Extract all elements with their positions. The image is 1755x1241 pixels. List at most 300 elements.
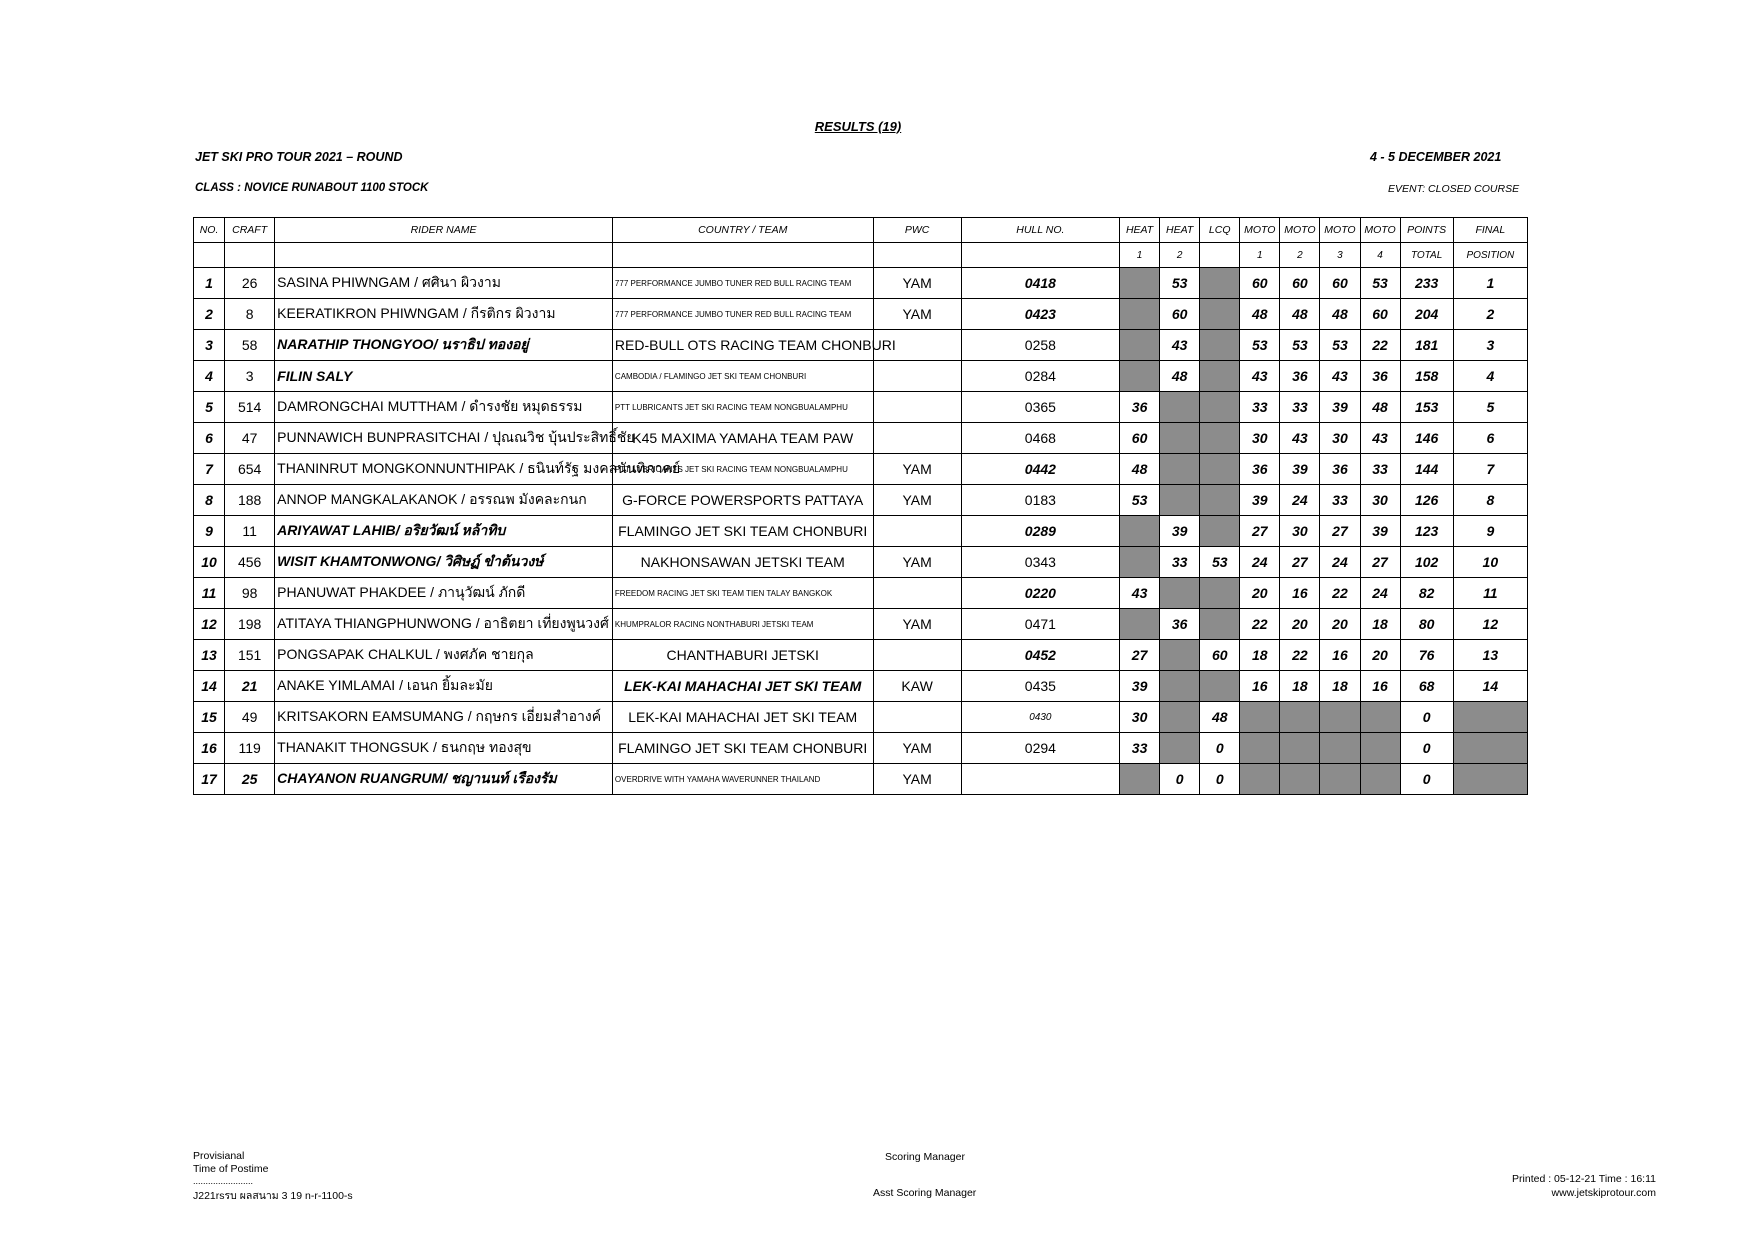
cell-pos xyxy=(1453,764,1527,795)
cell-heat2 xyxy=(1160,454,1200,485)
table-row xyxy=(194,299,1528,330)
cell-heat1: 53 xyxy=(1120,485,1160,516)
cell-no: 15 xyxy=(194,702,225,733)
cell-pos: 6 xyxy=(1453,423,1527,454)
cell-heat1 xyxy=(1120,268,1160,299)
cell-craft: 98 xyxy=(225,578,275,609)
cell-total: 82 xyxy=(1400,578,1453,609)
cell-no: 16 xyxy=(194,733,225,764)
cell-m4 xyxy=(1360,764,1400,795)
cell-lcq xyxy=(1200,485,1240,516)
cell-lcq xyxy=(1200,454,1240,485)
column-header-no: NO. xyxy=(194,218,225,243)
cell-heat1 xyxy=(1120,330,1160,361)
cell-m2: 60 xyxy=(1280,268,1320,299)
cell-m3: 53 xyxy=(1320,330,1360,361)
column-subheader-m1: 1 xyxy=(1240,243,1280,268)
cell-lcq: 53 xyxy=(1200,547,1240,578)
cell-heat1: 39 xyxy=(1120,671,1160,702)
cell-craft: 11 xyxy=(225,516,275,547)
column-header-team: COUNTRY / TEAM xyxy=(612,218,873,243)
cell-heat2 xyxy=(1160,423,1200,454)
cell-m2 xyxy=(1280,764,1320,795)
cell-heat2: 43 xyxy=(1160,330,1200,361)
cell-hull: 0471 xyxy=(961,609,1119,640)
cell-team: PTT LUBRICANTS JET SKI RACING TEAM NONGBUALAMPHU xyxy=(612,454,873,485)
cell-craft: 654 xyxy=(225,454,275,485)
column-header-m2: MOTO xyxy=(1280,218,1320,243)
cell-no: 11 xyxy=(194,578,225,609)
cell-heat1 xyxy=(1120,361,1160,392)
column-subheader-no xyxy=(194,243,225,268)
cell-m2: 43 xyxy=(1280,423,1320,454)
cell-total: 204 xyxy=(1400,299,1453,330)
asst-scoring-manager-label: Asst Scoring Manager xyxy=(873,1187,977,1199)
cell-pos: 5 xyxy=(1453,392,1527,423)
file-reference: J221rsรบ ผลสนาม 3 19 n-r-1100-s xyxy=(193,1190,353,1202)
cell-rider: PONGSAPAK CHALKUL / พงศภัค ชายกุล xyxy=(275,640,613,671)
cell-team: CAMBODIA / FLAMINGO JET SKI TEAM CHONBURI xyxy=(612,361,873,392)
time-of-postime-label: Time of Postime xyxy=(193,1163,269,1175)
table-row xyxy=(194,516,1528,547)
cell-hull: 0289 xyxy=(961,516,1119,547)
cell-pos: 8 xyxy=(1453,485,1527,516)
column-subheader-heat2: 2 xyxy=(1160,243,1200,268)
cell-lcq xyxy=(1200,361,1240,392)
cell-lcq: 48 xyxy=(1200,702,1240,733)
cell-pwc xyxy=(873,423,961,454)
cell-m2: 39 xyxy=(1280,454,1320,485)
cell-m1: 18 xyxy=(1240,640,1280,671)
cell-craft: 514 xyxy=(225,392,275,423)
cell-m4: 43 xyxy=(1360,423,1400,454)
table-body xyxy=(194,268,1528,795)
cell-total: 0 xyxy=(1400,733,1453,764)
cell-team: LEK-KAI MAHACHAI JET SKI TEAM xyxy=(612,702,873,733)
cell-craft: 26 xyxy=(225,268,275,299)
cell-total: 123 xyxy=(1400,516,1453,547)
cell-m4: 22 xyxy=(1360,330,1400,361)
cell-rider: KEERATIKRON PHIWNGAM / กีรติกร ผิวงาม xyxy=(275,299,613,330)
cell-rider: ANAKE YIMLAMAI / เอนก ยิ้มละมัย xyxy=(275,671,613,702)
cell-pwc: YAM xyxy=(873,299,961,330)
cell-m1 xyxy=(1240,764,1280,795)
table-header xyxy=(194,218,1528,268)
cell-m2: 16 xyxy=(1280,578,1320,609)
cell-m4: 18 xyxy=(1360,609,1400,640)
cell-team: FLAMINGO JET SKI TEAM CHONBURI xyxy=(612,733,873,764)
column-header-total: POINTS xyxy=(1400,218,1453,243)
cell-rider: CHAYANON RUANGRUM/ ชญานนท์ เรืองรัม xyxy=(275,764,613,795)
cell-m1 xyxy=(1240,702,1280,733)
cell-rider: DAMRONGCHAI MUTTHAM / ดำรงชัย หมุดธรรม xyxy=(275,392,613,423)
cell-hull: 0343 xyxy=(961,547,1119,578)
cell-m3: 20 xyxy=(1320,609,1360,640)
cell-rider: PUNNAWICH BUNPRASITCHAI / ปุณณวิช บุ้นประสิทธิ์ชัย xyxy=(275,423,613,454)
cell-m3: 30 xyxy=(1320,423,1360,454)
cell-m4: 30 xyxy=(1360,485,1400,516)
cell-m4: 60 xyxy=(1360,299,1400,330)
cell-no: 13 xyxy=(194,640,225,671)
cell-hull: 0423 xyxy=(961,299,1119,330)
cell-team: RED-BULL OTS RACING TEAM CHONBURI xyxy=(612,330,873,361)
cell-no: 4 xyxy=(194,361,225,392)
column-header-m3: MOTO xyxy=(1320,218,1360,243)
cell-heat2 xyxy=(1160,733,1200,764)
cell-m4 xyxy=(1360,702,1400,733)
cell-rider: NARATHIP THONGYOO/ นราธิป ทองอยู่ xyxy=(275,330,613,361)
cell-no: 12 xyxy=(194,609,225,640)
cell-m2: 53 xyxy=(1280,330,1320,361)
cell-pos: 12 xyxy=(1453,609,1527,640)
cell-craft: 25 xyxy=(225,764,275,795)
cell-pwc: YAM xyxy=(873,454,961,485)
table-row xyxy=(194,454,1528,485)
cell-m3: 48 xyxy=(1320,299,1360,330)
cell-team: CHANTHABURI JETSKI xyxy=(612,640,873,671)
cell-m3: 16 xyxy=(1320,640,1360,671)
cell-team: NAKHONSAWAN JETSKI TEAM xyxy=(612,547,873,578)
cell-total: 0 xyxy=(1400,764,1453,795)
class-label: CLASS : NOVICE RUNABOUT 1100 STOCK xyxy=(195,182,429,194)
cell-heat1 xyxy=(1120,516,1160,547)
cell-hull: 0468 xyxy=(961,423,1119,454)
cell-lcq xyxy=(1200,578,1240,609)
cell-m3: 36 xyxy=(1320,454,1360,485)
column-subheader-m2: 2 xyxy=(1280,243,1320,268)
cell-rider: PHANUWAT PHAKDEE / ภานุวัฒน์ ภักดี xyxy=(275,578,613,609)
cell-heat1: 30 xyxy=(1120,702,1160,733)
cell-total: 181 xyxy=(1400,330,1453,361)
cell-team: PTT LUBRICANTS JET SKI RACING TEAM NONGBUALAMPHU xyxy=(612,392,873,423)
printed-timestamp: Printed : 05-12-21 Time : 16:11 xyxy=(1512,1173,1656,1185)
cell-team: KHUMPRALOR RACING NONTHABURI JETSKI TEAM xyxy=(612,609,873,640)
event-date: 4 - 5 DECEMBER 2021 xyxy=(1370,150,1502,164)
cell-hull: 0430 xyxy=(961,702,1119,733)
cell-m4 xyxy=(1360,733,1400,764)
cell-m4: 53 xyxy=(1360,268,1400,299)
cell-team: LEK-KAI MAHACHAI JET SKI TEAM xyxy=(612,671,873,702)
cell-m2: 27 xyxy=(1280,547,1320,578)
table-row xyxy=(194,423,1528,454)
cell-m1: 39 xyxy=(1240,485,1280,516)
cell-heat2 xyxy=(1160,392,1200,423)
cell-pos: 7 xyxy=(1453,454,1527,485)
cell-lcq xyxy=(1200,609,1240,640)
cell-m1: 53 xyxy=(1240,330,1280,361)
cell-lcq xyxy=(1200,268,1240,299)
cell-total: 146 xyxy=(1400,423,1453,454)
cell-m1: 24 xyxy=(1240,547,1280,578)
cell-m1: 48 xyxy=(1240,299,1280,330)
event-title: JET SKI PRO TOUR 2021 – ROUND xyxy=(195,150,403,164)
cell-m3: 27 xyxy=(1320,516,1360,547)
cell-pos: 10 xyxy=(1453,547,1527,578)
cell-m1: 27 xyxy=(1240,516,1280,547)
column-header-heat2: HEAT xyxy=(1160,218,1200,243)
cell-no: 5 xyxy=(194,392,225,423)
cell-lcq xyxy=(1200,423,1240,454)
cell-m1: 36 xyxy=(1240,454,1280,485)
cell-pwc: YAM xyxy=(873,764,961,795)
cell-pwc: KAW xyxy=(873,671,961,702)
cell-m2 xyxy=(1280,702,1320,733)
cell-heat1: 43 xyxy=(1120,578,1160,609)
table-row xyxy=(194,361,1528,392)
cell-pos: 9 xyxy=(1453,516,1527,547)
cell-m3: 43 xyxy=(1320,361,1360,392)
cell-lcq: 0 xyxy=(1200,764,1240,795)
cell-m1: 30 xyxy=(1240,423,1280,454)
cell-m4: 48 xyxy=(1360,392,1400,423)
cell-total: 68 xyxy=(1400,671,1453,702)
cell-pwc xyxy=(873,361,961,392)
column-header-rider: RIDER NAME xyxy=(275,218,613,243)
table-row xyxy=(194,640,1528,671)
cell-no: 3 xyxy=(194,330,225,361)
cell-pwc: YAM xyxy=(873,485,961,516)
cell-heat1: 27 xyxy=(1120,640,1160,671)
cell-hull: 0294 xyxy=(961,733,1119,764)
cell-m1 xyxy=(1240,733,1280,764)
cell-pwc xyxy=(873,392,961,423)
cell-heat1: 33 xyxy=(1120,733,1160,764)
website-url: www.jetskiprotour.com xyxy=(1551,1187,1656,1199)
cell-heat1: 48 xyxy=(1120,454,1160,485)
cell-m1: 22 xyxy=(1240,609,1280,640)
cell-total: 126 xyxy=(1400,485,1453,516)
table-row xyxy=(194,268,1528,299)
column-header-craft: CRAFT xyxy=(225,218,275,243)
cell-heat2 xyxy=(1160,640,1200,671)
provisional-label: Provisianal xyxy=(193,1150,245,1162)
scoring-manager-label: Scoring Manager xyxy=(885,1151,965,1163)
cell-m2: 22 xyxy=(1280,640,1320,671)
cell-m3: 24 xyxy=(1320,547,1360,578)
cell-team: 777 PERFORMANCE JUMBO TUNER RED BULL RACING TEAM xyxy=(612,268,873,299)
cell-hull: 0452 xyxy=(961,640,1119,671)
cell-craft: 49 xyxy=(225,702,275,733)
cell-pos xyxy=(1453,702,1527,733)
column-subheader-rider xyxy=(275,243,613,268)
cell-pos: 11 xyxy=(1453,578,1527,609)
table-row xyxy=(194,547,1528,578)
column-subheader-pwc xyxy=(873,243,961,268)
column-subheader-lcq xyxy=(1200,243,1240,268)
cell-pos: 13 xyxy=(1453,640,1527,671)
cell-no: 17 xyxy=(194,764,225,795)
column-subheader-pos: POSITION xyxy=(1453,243,1527,268)
cell-m4: 36 xyxy=(1360,361,1400,392)
cell-pwc: YAM xyxy=(873,609,961,640)
column-header-m1: MOTO xyxy=(1240,218,1280,243)
cell-m4: 24 xyxy=(1360,578,1400,609)
cell-craft: 188 xyxy=(225,485,275,516)
cell-lcq xyxy=(1200,299,1240,330)
cell-m4: 39 xyxy=(1360,516,1400,547)
cell-hull: 0258 xyxy=(961,330,1119,361)
cell-team: FREEDOM RACING JET SKI TEAM TIEN TALAY BANGKOK xyxy=(612,578,873,609)
column-subheader-craft xyxy=(225,243,275,268)
cell-craft: 456 xyxy=(225,547,275,578)
cell-m2: 18 xyxy=(1280,671,1320,702)
cell-no: 9 xyxy=(194,516,225,547)
results-table xyxy=(193,217,1528,795)
cell-hull: 0284 xyxy=(961,361,1119,392)
cell-pos: 4 xyxy=(1453,361,1527,392)
signature-dots: ........................ xyxy=(193,1176,254,1186)
cell-rider: WISIT KHAMTONWONG/ วิศิษฏ์ ขำต้นวงษ์ xyxy=(275,547,613,578)
cell-m1: 16 xyxy=(1240,671,1280,702)
column-header-pos: FINAL xyxy=(1453,218,1527,243)
cell-m2: 24 xyxy=(1280,485,1320,516)
column-subheader-total: TOTAL xyxy=(1400,243,1453,268)
cell-rider: THANAKIT THONGSUK / ธนกฤษ ทองสุข xyxy=(275,733,613,764)
cell-m3 xyxy=(1320,733,1360,764)
cell-heat2 xyxy=(1160,671,1200,702)
cell-hull: 0220 xyxy=(961,578,1119,609)
column-header-hull: HULL NO. xyxy=(961,218,1119,243)
cell-pwc xyxy=(873,702,961,733)
column-subheader-team xyxy=(612,243,873,268)
cell-team: 777 PERFORMANCE JUMBO TUNER RED BULL RACING TEAM xyxy=(612,299,873,330)
cell-total: 233 xyxy=(1400,268,1453,299)
cell-total: 158 xyxy=(1400,361,1453,392)
cell-lcq xyxy=(1200,671,1240,702)
cell-total: 102 xyxy=(1400,547,1453,578)
cell-m4: 33 xyxy=(1360,454,1400,485)
cell-m3 xyxy=(1320,702,1360,733)
cell-no: 1 xyxy=(194,268,225,299)
cell-rider: KRITSAKORN EAMSUMANG / กฤษกร เอี่ยมสำอางค์ xyxy=(275,702,613,733)
cell-team: OVERDRIVE WITH YAMAHA WAVERUNNER THAILAND xyxy=(612,764,873,795)
column-subheader-heat1: 1 xyxy=(1120,243,1160,268)
cell-m4: 27 xyxy=(1360,547,1400,578)
cell-m2: 48 xyxy=(1280,299,1320,330)
column-header-lcq: LCQ xyxy=(1200,218,1240,243)
cell-heat2: 0 xyxy=(1160,764,1200,795)
cell-heat2 xyxy=(1160,702,1200,733)
column-header-m4: MOTO xyxy=(1360,218,1400,243)
cell-heat1 xyxy=(1120,547,1160,578)
cell-rider: THANINRUT MONGKONNUNTHIPAK / ธนินท์รัฐ มงคลนันทิภาคย์ xyxy=(275,454,613,485)
cell-hull: 0435 xyxy=(961,671,1119,702)
cell-heat1 xyxy=(1120,764,1160,795)
cell-rider: ATITAYA THIANGPHUNWONG / อาธิตยา เที่ยงพูนวงศ์ xyxy=(275,609,613,640)
table-row xyxy=(194,733,1528,764)
table-row xyxy=(194,392,1528,423)
cell-m3: 22 xyxy=(1320,578,1360,609)
cell-pwc: YAM xyxy=(873,733,961,764)
cell-craft: 8 xyxy=(225,299,275,330)
cell-pos: 3 xyxy=(1453,330,1527,361)
results-title: RESULTS (19) xyxy=(814,119,902,134)
cell-hull: 0442 xyxy=(961,454,1119,485)
cell-total: 153 xyxy=(1400,392,1453,423)
cell-m1: 60 xyxy=(1240,268,1280,299)
cell-heat2: 36 xyxy=(1160,609,1200,640)
cell-heat2: 60 xyxy=(1160,299,1200,330)
cell-team: G-FORCE POWERSPORTS PATTAYA xyxy=(612,485,873,516)
cell-m3: 60 xyxy=(1320,268,1360,299)
cell-hull: 0418 xyxy=(961,268,1119,299)
cell-pwc: YAM xyxy=(873,268,961,299)
cell-pwc xyxy=(873,640,961,671)
cell-m3: 18 xyxy=(1320,671,1360,702)
cell-no: 8 xyxy=(194,485,225,516)
cell-total: 80 xyxy=(1400,609,1453,640)
cell-no: 10 xyxy=(194,547,225,578)
cell-pwc xyxy=(873,578,961,609)
cell-m4: 20 xyxy=(1360,640,1400,671)
cell-m2 xyxy=(1280,733,1320,764)
cell-pos: 14 xyxy=(1453,671,1527,702)
cell-heat1 xyxy=(1120,299,1160,330)
cell-lcq xyxy=(1200,516,1240,547)
event-type: EVENT: CLOSED COURSE xyxy=(1388,183,1520,195)
cell-lcq xyxy=(1200,330,1240,361)
cell-hull: 0365 xyxy=(961,392,1119,423)
cell-craft: 58 xyxy=(225,330,275,361)
column-header-heat1: HEAT xyxy=(1120,218,1160,243)
cell-m1: 43 xyxy=(1240,361,1280,392)
column-subheader-m4: 4 xyxy=(1360,243,1400,268)
table-row xyxy=(194,330,1528,361)
cell-no: 2 xyxy=(194,299,225,330)
cell-pos xyxy=(1453,733,1527,764)
cell-heat2: 48 xyxy=(1160,361,1200,392)
cell-heat2: 39 xyxy=(1160,516,1200,547)
table-row xyxy=(194,609,1528,640)
cell-heat1: 60 xyxy=(1120,423,1160,454)
cell-no: 6 xyxy=(194,423,225,454)
cell-m3 xyxy=(1320,764,1360,795)
cell-heat2 xyxy=(1160,485,1200,516)
table-row xyxy=(194,485,1528,516)
table-row xyxy=(194,764,1528,795)
table-row xyxy=(194,671,1528,702)
cell-total: 144 xyxy=(1400,454,1453,485)
cell-craft: 3 xyxy=(225,361,275,392)
cell-heat1: 36 xyxy=(1120,392,1160,423)
cell-total: 76 xyxy=(1400,640,1453,671)
cell-team: K45 MAXIMA YAMAHA TEAM PAW xyxy=(612,423,873,454)
cell-craft: 47 xyxy=(225,423,275,454)
cell-hull xyxy=(961,764,1119,795)
table-row xyxy=(194,578,1528,609)
cell-m3: 39 xyxy=(1320,392,1360,423)
cell-m4: 16 xyxy=(1360,671,1400,702)
cell-rider: SASINA PHIWNGAM / ศศินา ผิวงาม xyxy=(275,268,613,299)
cell-rider: ARIYAWAT LAHIB/ อริยวัฒน์ หล้าทิบ xyxy=(275,516,613,547)
cell-heat2: 53 xyxy=(1160,268,1200,299)
cell-heat2 xyxy=(1160,578,1200,609)
cell-rider: ANNOP MANGKALAKANOK / อรรณพ มังคละกนก xyxy=(275,485,613,516)
cell-lcq: 60 xyxy=(1200,640,1240,671)
column-subheader-hull xyxy=(961,243,1119,268)
cell-team: FLAMINGO JET SKI TEAM CHONBURI xyxy=(612,516,873,547)
cell-no: 7 xyxy=(194,454,225,485)
cell-m1: 20 xyxy=(1240,578,1280,609)
cell-pos: 2 xyxy=(1453,299,1527,330)
cell-m2: 30 xyxy=(1280,516,1320,547)
cell-pwc xyxy=(873,516,961,547)
cell-no: 14 xyxy=(194,671,225,702)
cell-total: 0 xyxy=(1400,702,1453,733)
cell-heat1 xyxy=(1120,609,1160,640)
cell-lcq xyxy=(1200,392,1240,423)
cell-m2: 33 xyxy=(1280,392,1320,423)
